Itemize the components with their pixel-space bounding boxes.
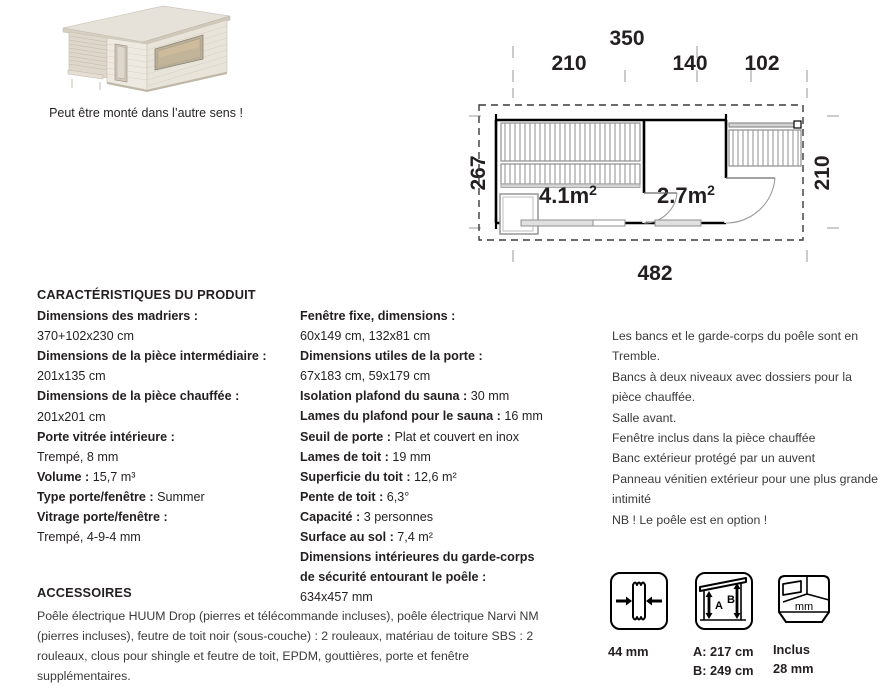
spec-row [37,346,295,366]
spec-row [37,306,295,326]
spec-label: Dimensions de la pièce intermédiaire : [37,349,267,364]
floor-thickness-caption-2: 28 mm [773,661,814,676]
spec-label: Vitrage porte/fenêtre : [37,510,168,525]
plan-area-intermediate: $2.7m^2$ [657,182,715,208]
spec-value: 30 mm [467,389,510,404]
icon-strip [608,570,888,680]
sauna-upper-bench [501,123,640,161]
spec-label: Isolation plafond du sauna : [300,389,468,404]
spec-value: Summer [153,489,205,504]
plan-dim-bottom-width: 482 [637,262,673,283]
plan-dim-seg-2: 140 [672,52,708,75]
spec-label: Type porte/fenêtre : [37,489,154,504]
spec-value: 201x135 cm [37,369,106,384]
plan-dim-total-width: 350 [609,27,645,50]
accessories-title: ACCESSOIRES [37,585,132,600]
spec-row [37,507,295,527]
floor-plan-block [455,18,885,283]
sauna-stove-guard [500,194,538,234]
floor-plan-drawing [455,18,885,283]
wall-thickness-caption: 44 mm [608,644,649,659]
spec-row [300,467,570,487]
note-line: Panneau vénitien extérieur pour une plus grande [612,471,878,486]
garden-sauna-cabin-photo [55,0,235,100]
spec-label: Pente de toit : [300,489,384,504]
spec-label: Lames de toit : [300,449,389,464]
note-line: Fenêtre inclus dans la pièce chauffée [612,431,816,446]
spec-value: Plat et couvert en inox [390,429,520,444]
terrace-railing [729,121,801,166]
spec-label: Dimensions de la pièce chauffée : [37,389,240,404]
spec-row [300,567,570,587]
spec-value: 6,3° [383,489,410,504]
note-line: intimité [612,492,651,507]
spec-value: 201x201 cm [37,409,106,424]
floor-thickness-caption-1: Inclus [773,642,810,657]
note-line: NB ! Le poêle est en option ! [612,512,768,527]
spec-label: Dimensions utiles de la porte : [300,349,483,364]
spec-column-middle [300,306,570,607]
floor-thickness-inner-label: mm [794,601,814,613]
plan-dim-left-height: 267 [467,155,490,191]
entrance-door [726,178,775,223]
spec-row [300,406,570,426]
spec-label: Fenêtre fixe, dimensions : [300,309,456,323]
plan-dim-seg-3: 102 [744,52,780,75]
spec-value: 19 mm [388,449,431,464]
spec-value: 3 personnes [360,509,434,524]
spec-label: Surface au sol : [300,530,394,545]
spec-label: Volume : [37,469,90,484]
spec-row [37,487,295,507]
wall-height-item [693,570,755,680]
spec-row [300,386,570,406]
spec-label: de sécurité entourant le poêle : [300,570,487,585]
spec-value: Trempé, 8 mm [37,449,119,464]
spec-value: 67x183 cm, 59x179 cm [300,369,431,384]
spec-row [37,527,295,547]
spec-row [300,427,570,447]
floor-thickness-icon [773,568,835,630]
note-line: Les bancs et le garde-corps du poêle sont en [612,329,859,343]
spec-row [37,386,295,406]
plan-area-sauna: $4.1m^2$ [539,182,597,208]
note-line: pièce chauffée. [612,390,696,405]
floor-thickness-item [773,568,835,678]
spec-row [300,527,570,547]
photo-caption: Peut être monté dans l’autre sens ! [49,106,243,120]
plan-dim-seg-1: 210 [551,52,587,75]
spec-value: 634x457 mm [300,590,373,605]
wall-height-label-b: B [727,594,735,606]
wall-height-caption-a: A: 217 cm [693,644,754,659]
spec-value: Trempé, 4-9-4 mm [37,530,141,545]
wall-height-icon [693,570,755,632]
note-line: Banc extérieur protégé par un auvent [612,451,816,466]
spec-value: 15,7 m³ [89,469,136,484]
spec-row [300,587,570,607]
spec-label: Seuil de porte : [300,429,391,444]
spec-row [300,366,570,386]
accessories-body: Poêle électrique HUUM Drop (pierres et télécommande incluses), poêle électrique Narvi NM (pierres incluses), feutre de toit noir (sous-couche) : 2 rouleaux, matériau de toiture SBS : 2 rouleaux, clous pour shingle et feutre de toit, EPDM, gouttières, porte et fenêtre supplémentaires. [37,609,539,683]
spec-row [300,487,570,507]
spec-row [37,407,295,427]
note-line: Salle avant. [612,410,677,425]
spec-value: 16 mm [500,409,543,424]
spec-row [37,447,295,467]
spec-section-title: CARACTÉRISTIQUES DU PRODUIT [37,287,256,302]
spec-row [300,547,570,567]
spec-label: Lames du plafond pour le sauna : [300,409,501,424]
spec-row [37,326,295,346]
spec-label: Capacité : [300,509,361,524]
spec-row [300,346,570,366]
spec-label: Dimensions des madriers : [37,309,198,324]
product-photo-block [0,0,300,135]
wall-thickness-item [608,570,670,661]
spec-column-left [37,285,295,547]
note-line: Bancs à deux niveaux avec dossiers pour la [612,369,852,384]
wall-height-caption-b: B: 249 cm [693,663,754,678]
spec-row [300,326,570,346]
wall-thickness-icon [608,570,670,632]
spec-value: 370+102x230 cm [37,329,134,344]
spec-row [37,467,295,487]
spec-label: Superficie du toit : [300,469,411,484]
plan-dim-right-height: 210 [811,155,834,191]
spec-value: 12,6 m² [410,469,457,484]
spec-row [37,427,295,447]
spec-value: 60x149 cm, 132x81 cm [300,329,431,344]
note-line: Tremble. [612,349,661,364]
spec-value: 7,4 m² [393,530,433,545]
wall-height-label-a: A [715,600,723,612]
spec-row [300,447,570,467]
spec-row [300,507,570,527]
spec-label: Dimensions intérieures du garde-corps [300,550,535,565]
plan-windows [521,220,701,226]
spec-label: Porte vitrée intérieure : [37,429,175,444]
spec-row [37,366,295,386]
spec-row [300,306,570,326]
notes-column [612,326,882,530]
